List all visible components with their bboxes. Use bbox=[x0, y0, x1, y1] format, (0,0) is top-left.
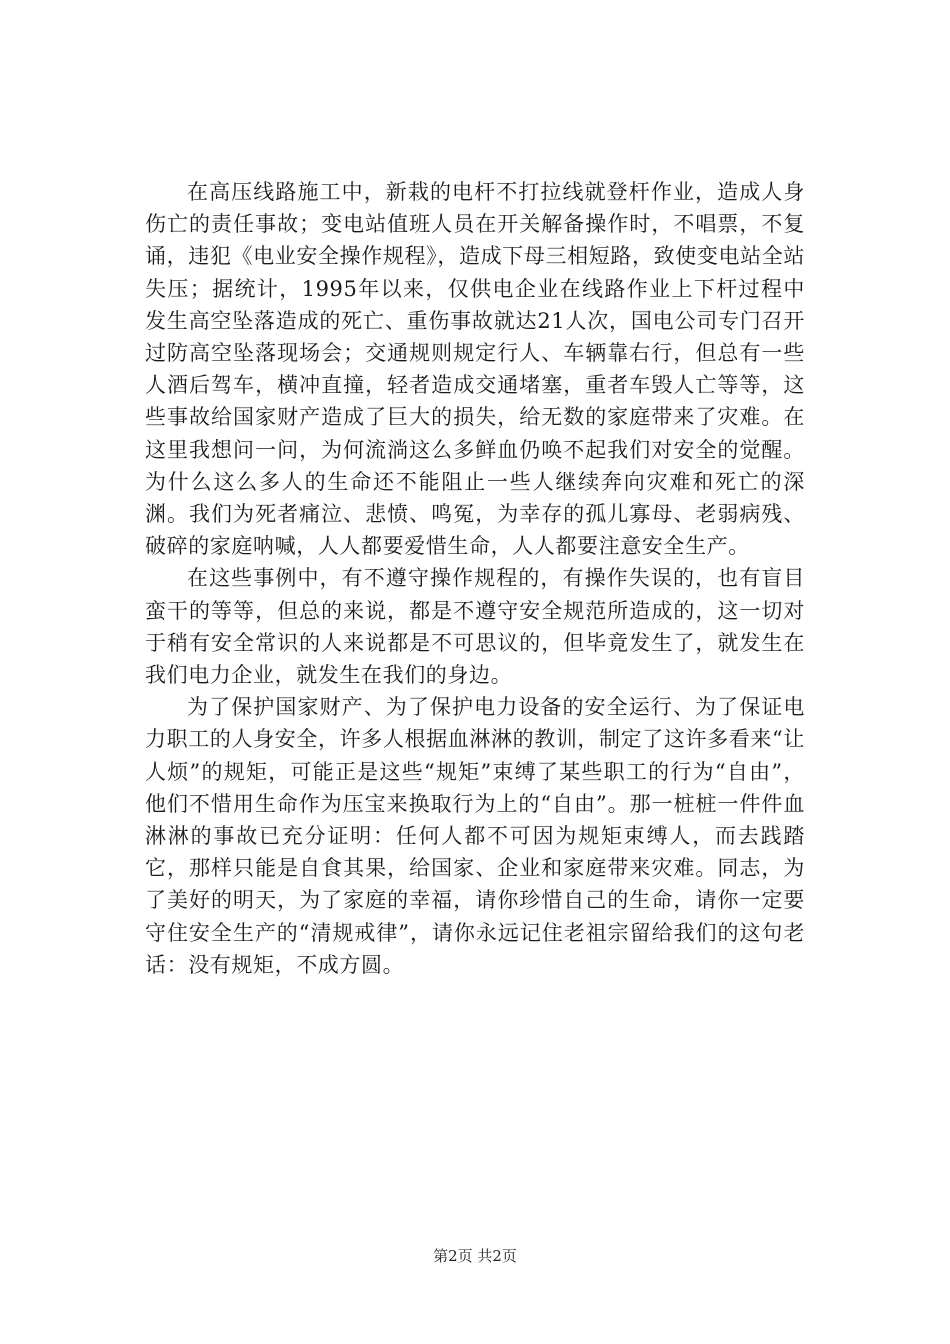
paragraph: 为了保护国家财产、为了保护电力设备的安全运行、为了保证电力职工的人身安全，许多人根据血淋淋的教训，制定了这许多看来“让人烦”的规矩，可能正是这些“规矩”束缚了某些职工的行为“自由”，他们不惜用生命作为压宝来换取行为上的“自由”。那一桩桩一件件血淋淋的事故已充分证明：任何人都不可因为规矩束缚人，而去践踏它，那样只能是自食其果，给国家、企业和家庭带来灾难。同志，为了美好的明天，为了家庭的幸福，请你珍惜自己的生命，请你一定要守住安全生产的“清规戒律”，请你永远记住老祖宗留给我们的这句老话：没有规矩，不成方圆。 bbox=[145, 695, 805, 977]
page-footer: 第2页 共2页 bbox=[433, 1247, 517, 1265]
document-body bbox=[145, 176, 805, 981]
paragraph: 在高压线路施工中，新栽的电杆不打拉线就登杆作业，造成人身伤亡的责任事故；变电站值班人员在开关解备操作时，不唱票，不复诵，违犯《电业安全操作规程》，造成下母三相短路，致使变电站全站失压；据统计，1995年以来，仅供电企业在线路作业上下杆过程中发生高空坠落造成的死亡、重伤事故就达21人次，国电公司专门召开过防高空坠落现场会；交通规则规定行人、车辆靠右行，但总有一些人酒后驾车，横冲直撞，轻者造成交通堵塞，重者车毁人亡等等，这些事故给国家财产造成了巨大的损失，给无数的家庭带来了灾难。在这里我想问一问，为何流淌这么多鲜血仍唤不起我们对安全的觉醒。为什么这么多人的生命还不能阻止一些人继续奔向灾难和死亡的深渊。我们为死者痛泣、悲愤、鸣冤，为幸存的孤儿寡母、老弱病残、破碎的家庭呐喊，人人都要爱惜生命，人人都要注意安全生产。 bbox=[145, 180, 805, 559]
paragraph: 在这些事例中，有不遵守操作规程的，有操作失误的，也有盲目蛮干的等等，但总的来说，都是不遵守安全规范所造成的，这一切对于稍有安全常识的人来说都是不可思议的，但毕竟发生了，就发生在我们电力企业，就发生在我们的身边。 bbox=[145, 566, 805, 688]
